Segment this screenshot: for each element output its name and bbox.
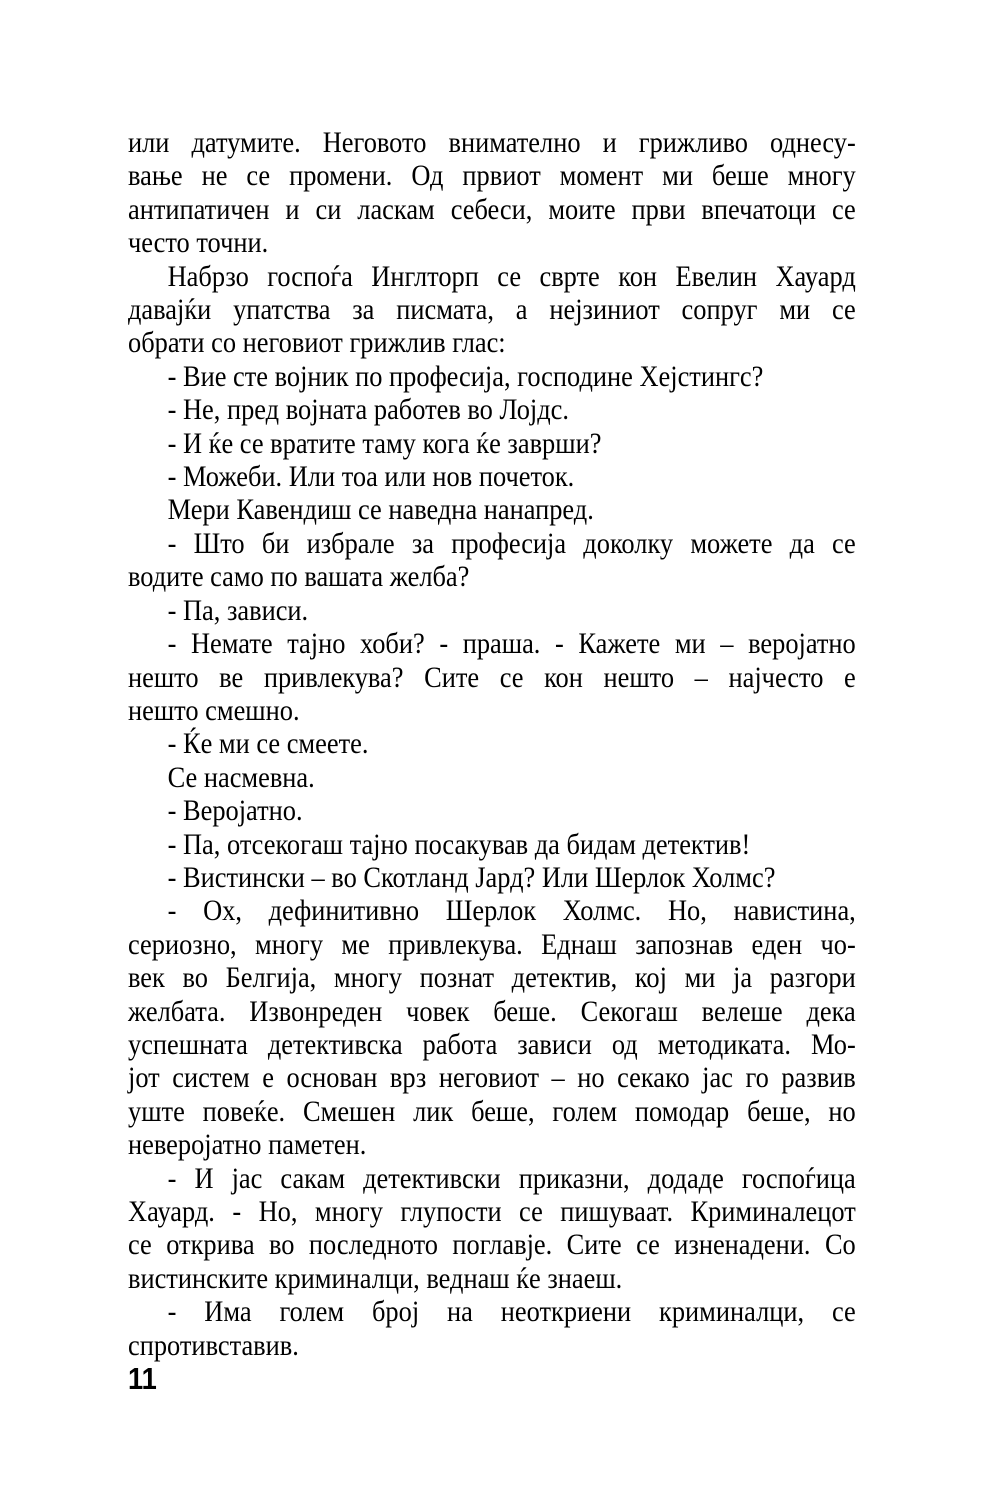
paragraph (128, 594, 856, 627)
paragraph (128, 1162, 856, 1296)
text-line: - Ќе ми се смеете. (167, 727, 369, 761)
paragraph (128, 828, 856, 861)
paragraph (128, 761, 856, 794)
paragraph (128, 360, 856, 393)
text-line: давајќи упатства за писмата, а нејзиниот сопруг ми се (128, 293, 856, 327)
text-line: Мери Кавендиш се наведна нанапред. (167, 493, 594, 527)
text-line: - Можеби. Или тоа или нов почеток. (167, 460, 575, 494)
text-line: антипатичен и си ласкам себеси, моите први впечатоци се (128, 192, 856, 226)
text-line: јот систем е основан врз неговиот – но секако јас го развив (128, 1061, 856, 1095)
text-line: нешто смешно. (128, 693, 300, 727)
paragraph (128, 493, 856, 526)
paragraph (128, 861, 856, 894)
text-line: век во Белгија, многу познат детектив, кој ми ја разгори (128, 961, 856, 995)
text-line: Хауард. - Но, многу глупости се пишуваат. Криминалецот (128, 1195, 856, 1228)
text-line: - Немате тајно хоби? - праша. - Кажете ми – веројатно (167, 627, 856, 661)
text-line: Набрзо госпоѓа Инглторп се сврте кон Евелин Хауард (167, 259, 856, 293)
page-text-block (128, 126, 856, 1362)
text-line: неверојатно паметен. (128, 1128, 367, 1162)
paragraph (128, 1295, 856, 1362)
text-line: спротивставив. (128, 1328, 299, 1362)
text-line: или датумите. Неговото внимателно и грижливо однесу- (128, 126, 856, 159)
text-line: желбата. Извонреден човек беше. Секогаш велеше дека (128, 994, 856, 1028)
paragraph (128, 794, 856, 827)
paragraph (128, 126, 856, 260)
text-line: - Не, пред војната работев во Лојдс. (167, 393, 570, 427)
text-line: сериозно, многу ме привлекува. Еднаш запознав еден чо- (128, 927, 856, 961)
text-line: - И ќе се вратите таму кога ќе заврши? (167, 426, 602, 460)
text-line: - Ох, дефинитивно Шерлок Холмс. Но, навистина, (167, 894, 856, 928)
text-line: успешната детективска работа зависи од методиката. Мо- (128, 1027, 856, 1061)
paragraph (128, 527, 856, 594)
text-line: - Вистински – во Скотланд Јард? Или Шерлок Холмс? (167, 860, 776, 894)
text-line: Се насмевна. (167, 760, 315, 794)
paragraph (128, 260, 856, 360)
text-line: - Има голем број на неоткриени криминалци, се (167, 1295, 856, 1329)
text-line: - Што би избрале за професија доколку можете да се (167, 526, 856, 560)
text-line: уште повеќе. Смешен лик беше, голем помодар беше, но (128, 1094, 856, 1128)
text-line: често точни. (128, 226, 269, 260)
paragraph (128, 427, 856, 460)
paragraph (128, 894, 856, 1161)
text-line: - Па, отсекогаш тајно посакував да бидам детектив! (167, 827, 751, 861)
text-line: - Веројатно. (167, 794, 303, 828)
text-line: нешто ве привлекува? Сите се кон нешто – најчесто е (128, 660, 856, 694)
page-number: 11 (128, 1361, 157, 1396)
text-line: - Вие сте војник по професија, господине Хејстингс? (167, 359, 764, 393)
paragraph (128, 460, 856, 493)
paragraph (128, 393, 856, 426)
text-line: - Па, зависи. (167, 593, 309, 627)
text-line: водите само по вашата желба? (128, 560, 470, 594)
text-line: вистинските криминалци, веднаш ќе знаеш. (128, 1261, 623, 1295)
text-line: обрати со неговиот грижлив глас: (128, 326, 506, 360)
text-line: вање не се промени. Од првиот момент ми беше многу (128, 159, 856, 193)
text-line: - И јас сакам детективски приказни, додаде госпоѓица (167, 1161, 856, 1195)
paragraph (128, 727, 856, 760)
text-line: се открива во последното поглавје. Сите се изненадени. Со (128, 1228, 856, 1262)
paragraph (128, 627, 856, 727)
